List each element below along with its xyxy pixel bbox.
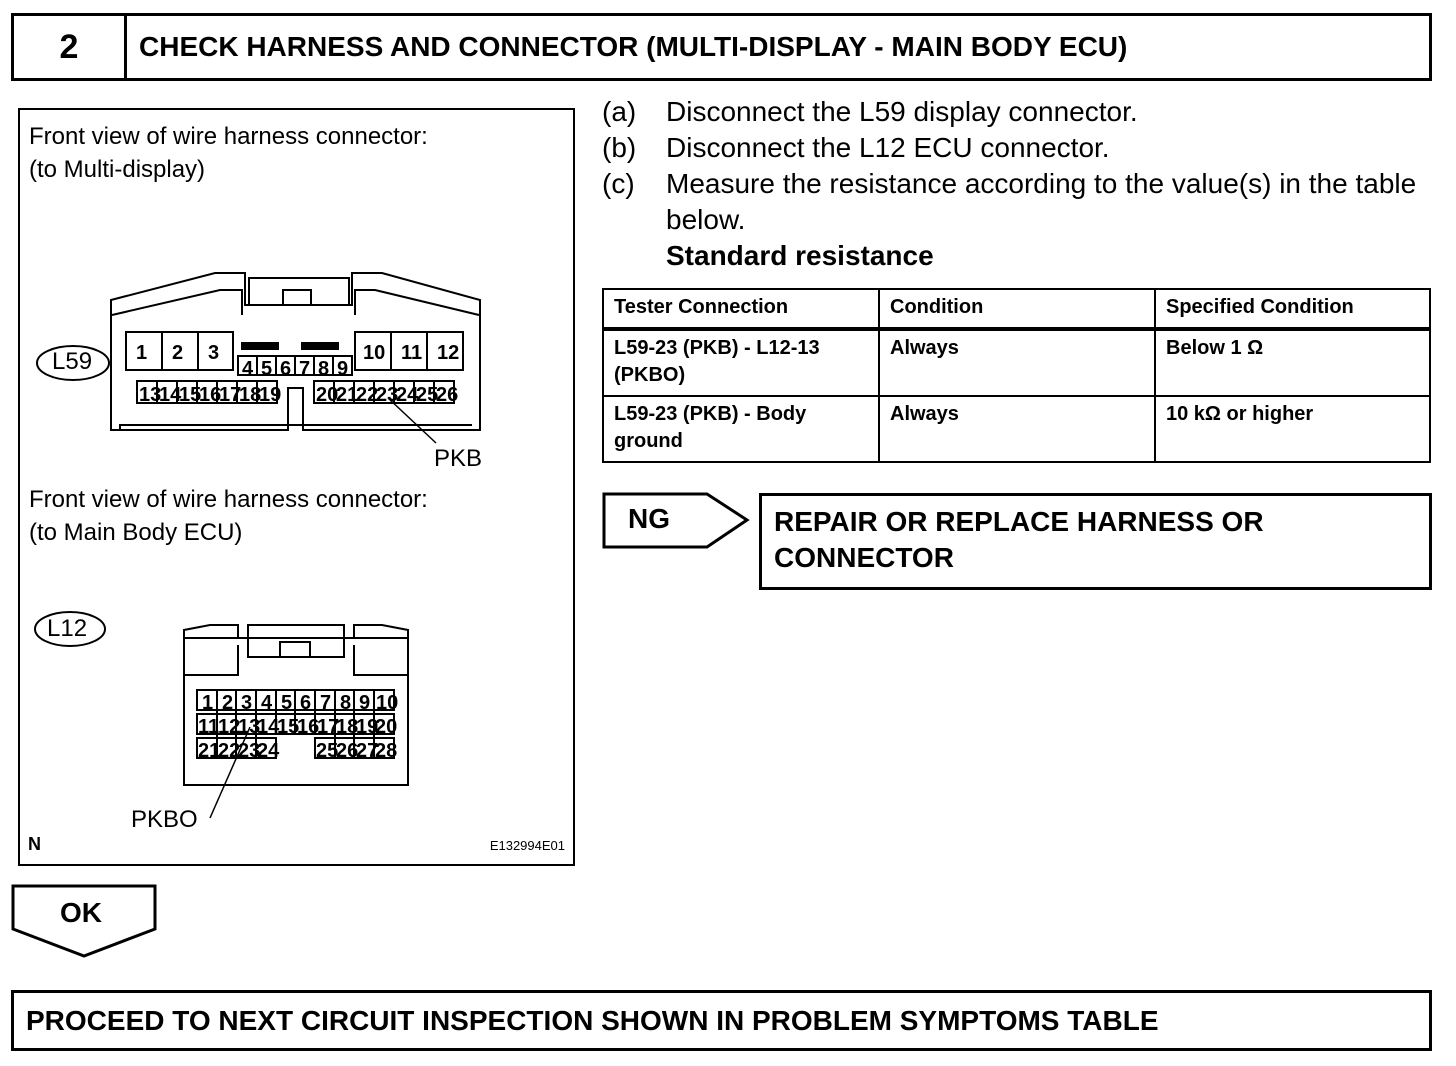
l12-pin-18: 18 — [336, 716, 359, 738]
l12-pin-14: 14 — [257, 716, 280, 738]
l59-pin-19: 19 — [259, 384, 282, 406]
l59-pin-10: 10 — [363, 342, 386, 364]
procedure-steps — [602, 94, 1432, 274]
l59-pin-11: 11 — [401, 342, 423, 364]
l12-pin-16: 16 — [297, 716, 320, 738]
l59-pin-2: 2 — [172, 342, 184, 364]
l59-pin-12: 12 — [437, 342, 460, 364]
ng-action-box: REPAIR OR REPLACE HARNESS OR CONNECTOR — [759, 493, 1432, 590]
l59-connector-label: L59 — [52, 348, 93, 375]
l12-connector-label: L12 — [47, 615, 88, 642]
l12-pin-27: 27 — [356, 740, 379, 762]
l12-pin-20: 20 — [375, 716, 398, 738]
l59-pin-5: 5 — [261, 358, 273, 380]
l59-pin-17: 17 — [219, 384, 242, 406]
l12-pin-4: 4 — [261, 692, 273, 714]
col-header: Tester Connection — [603, 289, 879, 329]
l59-pin-3: 3 — [208, 342, 220, 364]
standard-label: Standard resistance — [666, 240, 934, 271]
l59-pin-15: 15 — [179, 384, 202, 406]
l59-pin-8: 8 — [318, 358, 330, 380]
l59-pin-21: 21 — [336, 384, 359, 406]
l12-pin-10: 10 — [376, 692, 399, 714]
l12-pin-15: 15 — [277, 716, 300, 738]
l12-pin-8: 8 — [340, 692, 352, 714]
table-row — [603, 396, 1430, 462]
l12-pin-28: 28 — [375, 740, 398, 762]
ng-arrow — [602, 492, 752, 550]
l59-pin-23: 23 — [376, 384, 399, 406]
l59-pin-16: 16 — [199, 384, 222, 406]
l12-pin-11: 11 — [198, 716, 220, 738]
table-cell: Always — [879, 329, 1155, 396]
l12-pin-9: 9 — [359, 692, 371, 714]
l59-pin-26: 26 — [436, 384, 459, 406]
col-header: Condition — [879, 289, 1155, 329]
l12-pin-13: 13 — [238, 716, 261, 738]
l12-pin-6: 6 — [300, 692, 312, 714]
l12-pin-2: 2 — [222, 692, 234, 714]
step-b: (b) Disconnect the L12 ECU connector. — [602, 132, 1110, 163]
figure-caption-1: Front view of wire harness connector: (to Multi-display) — [29, 123, 428, 183]
corner-mark: N — [28, 834, 41, 854]
connector-figure — [18, 108, 575, 866]
l59-pin-9: 9 — [337, 358, 349, 380]
l59-pin-22: 22 — [356, 384, 379, 406]
l12-pin-25: 25 — [316, 740, 339, 762]
figure-caption-2: Front view of wire harness connector: (to Main Body ECU) — [29, 486, 428, 546]
l59-pin-4: 4 — [242, 358, 254, 380]
l12-pin-19: 19 — [356, 716, 379, 738]
resistance-table — [602, 288, 1431, 463]
table-cell: L59-23 (PKB) - L12-13 (PKBO) — [603, 329, 879, 396]
table-cell: 10 kΩ or higher — [1155, 396, 1430, 462]
l59-pin-13: 13 — [139, 384, 162, 406]
table-cell: Below 1 Ω — [1155, 329, 1430, 396]
col-header: Specified Condition — [1155, 289, 1430, 329]
step-title: CHECK HARNESS AND CONNECTOR (MULTI-DISPLAY - MAIN BODY ECU) — [139, 31, 1128, 62]
l59-pin-1: 1 — [136, 342, 148, 364]
table-row — [603, 329, 1430, 396]
l59-pin-20: 20 — [316, 384, 339, 406]
ng-label: NG — [628, 503, 670, 534]
figure-code: E132994E01 — [489, 838, 565, 853]
l12-pin-24: 24 — [257, 740, 280, 762]
table-header-row — [603, 289, 1430, 329]
ok-label: OK — [60, 897, 102, 928]
l12-pin-12: 12 — [218, 716, 241, 738]
step-header — [11, 13, 1432, 81]
l59-pin-14: 14 — [159, 384, 182, 406]
l12-pin-3: 3 — [241, 692, 253, 714]
pkb-callout: PKB — [434, 445, 483, 472]
l59-pin-18: 18 — [239, 384, 262, 406]
step-c: (c) Measure the resistance according to the value(s) in the table below. — [602, 168, 1417, 235]
l59-pin-7: 7 — [299, 358, 311, 380]
l59-pin-24: 24 — [396, 384, 419, 406]
l12-pin-26: 26 — [336, 740, 359, 762]
l12-pin-21: 21 — [198, 740, 221, 762]
final-action-box: PROCEED TO NEXT CIRCUIT INSPECTION SHOWN IN PROBLEM SYMPTOMS TABLE — [11, 990, 1432, 1051]
l12-pin-7: 7 — [320, 692, 332, 714]
table-cell: L59-23 (PKB) - Body ground — [603, 396, 879, 462]
l12-pin-17: 17 — [317, 716, 340, 738]
l12-pin-23: 23 — [238, 740, 261, 762]
pkbo-callout: PKBO — [131, 806, 198, 833]
step-a: (a) Disconnect the L59 display connector. — [602, 96, 1138, 127]
l12-pin-22: 22 — [218, 740, 241, 762]
l59-pin-25: 25 — [416, 384, 439, 406]
l12-pin-5: 5 — [281, 692, 293, 714]
table-cell: Always — [879, 396, 1155, 462]
step-number: 2 — [14, 16, 127, 78]
l12-pin-1: 1 — [202, 692, 214, 714]
l59-pin-6: 6 — [280, 358, 292, 380]
